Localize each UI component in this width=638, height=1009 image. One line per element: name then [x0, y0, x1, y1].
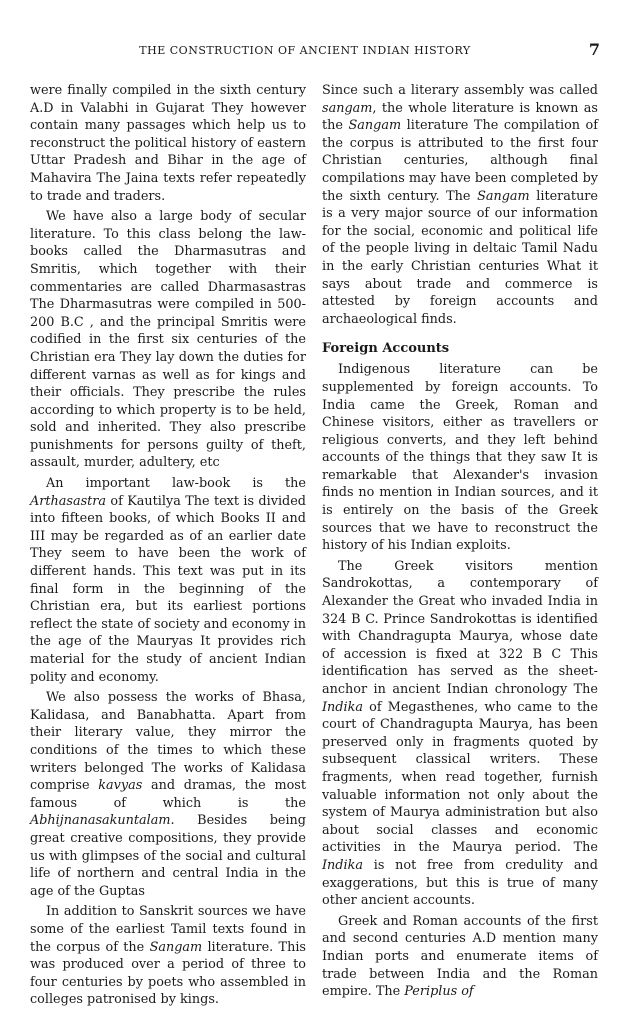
paragraph-kalidasa: We also possess the works of Bhasa, Kalidasa, and Banabhatta. Apart from their literary value, they mirror the conditions of the times to which these writers belonged The works of Kalidasa comprise kavyas and dramas, the most famous of which is the Abhijnanasakuntalam. Besides being great creative compositions, they provide us with glimpses of the social and cultural life of northern and central India in the age of the Guptas [30, 690, 306, 899]
paragraph-greek-roman-accounts: Greek and Roman accounts of the first and second centuries A.D mention many Indian ports and enumerate items of trade between India and the Roman empire. The Periplus of [322, 913, 598, 1000]
paragraph-foreign-visitors: Indigenous literature can be supplemented by foreign accounts. To India came the Greek, Roman and Chinese visitors, either as travellers or religious converts, and they left behind accounts of the things that they saw It is remarkable that Alexander's invasion finds no mention in Indian sources, and it is entirely on the basis of the Greek sources that we have to reconstruct the history of his Indian exploits. [322, 362, 598, 554]
left-column [30, 82, 306, 1008]
paragraph-law-books: We have also a large body of secular literature. To this class belong the law-books called the Dharmasutras and Smritis, which together with their commentaries are called Dharmasastras The Dharmasutras were compiled in 500-200 B.C , and the principal Smritis were codified in the first six centuries of the Christian era They lay down the duties for different varnas as well as for kings and their officials. They prescribe the rules according to which property is to be held, sold and inherited. They also prescribe punishments for persons guilty of theft, assault, murder, adultery, etc [30, 209, 306, 471]
paragraph-megasthenes: The Greek visitors mention Sandrokottas, a contemporary of Alexander the Great who invaded India in 324 B C. Prince Sandrokottas is identified with Chandragupta Maurya, whose date of accession is fixed at 322 B C This identification has served as the sheet-anchor in ancient Indian chronology The Indika of Megasthenes, who came to the court of Chandragupta Maurya, has been preserved only in fragments quoted by subsequent classical writers. These fragments, when read together, furnish valuable information not only about the system of Maurya administration but also about social classes and economic activities in the Maurya period. The Indika is not free from credulity and exaggerations, but this is true of many other ancient accounts. [322, 558, 598, 909]
abhijnanasakuntalam-title: Abhijnanasakuntalam [30, 813, 171, 829]
page-header [40, 40, 600, 64]
page-number: 7 [588, 40, 600, 59]
paragraph-tamil-texts: In addition to Sanskrit sources we have some of the earliest Tamil texts found in the corpus of the Sangam literature. This was produced over a period of three to four centuries by poets who assembled in colleges patronised by kings. [30, 904, 306, 1008]
section-heading-foreign-accounts: Foreign Accounts [322, 341, 450, 357]
arthasastra-title: Arthasastra [30, 493, 107, 509]
paragraph-arthasastra: An important law-book is the Arthasastra of Kautilya The text is divided into fifteen books, of which Books II and III may be regarded as of an earlier date They seem to have been the work of different hands. This text was put in its final form in the beginning of the Christian era, but its earliest portions reflect the state of society and economy in the age of the Mauryas It provides rich material for the study of ancient Indian polity and economy. [30, 476, 306, 685]
running-title: THE CONSTRUCTION OF ANCIENT INDIAN HISTORY [139, 44, 471, 57]
right-column [322, 82, 599, 1000]
paragraph-sangam: Since such a literary assembly was called sangam, the whole literature is known as the Sangam literature The compilation of the corpus is attributed to the first four Christian centuries, although final compilations may have been completed by the sixth century. The Sangam literature is a very major source of our information for the social, economic and political life of the people living in deltaic Tamil Nadu in the early Christian centuries What it says about trade and commerce is attested by foreign accounts and archaeological finds. [322, 83, 599, 327]
paragraph-jaina-texts: were finally compiled in the sixth century A.D in Valabhi in Gujarat They however contain many passages which help us to reconstruct the political history of eastern Uttar Pradesh and Bihar in the age of Mahavira The Jaina texts refer repeatedly to trade and traders. [30, 83, 306, 204]
